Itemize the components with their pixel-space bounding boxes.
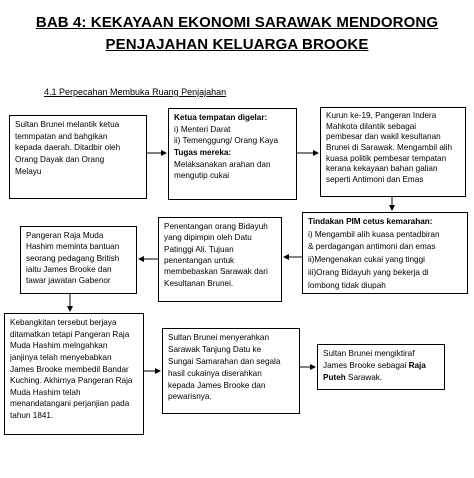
box-text: Muda Hashim melngahkan bbox=[10, 341, 108, 351]
box-text: tahun 1841. bbox=[10, 411, 54, 421]
box-text: lombong tidak diupah bbox=[308, 280, 386, 290]
box-text: janjinya telah menyebabkan bbox=[10, 352, 112, 362]
box-text: penentangan untuk bbox=[164, 255, 235, 265]
box-text: Kebangkitan tersebut berjaya bbox=[10, 318, 117, 327]
box-text: mengutip cukai bbox=[174, 171, 230, 181]
box-text: seorang pedagang British bbox=[26, 253, 120, 263]
box-text: Sarawak Tanjung Datu ke bbox=[168, 344, 262, 354]
box-text-bold: Puteh bbox=[323, 372, 346, 382]
box-text: Sultan Brunei melantik ketua bbox=[15, 120, 120, 129]
box-text: tawar jawatan Gabenor bbox=[26, 276, 111, 286]
page-subtitle: PENJAJAHAN KELUARGA BROOKE bbox=[105, 36, 369, 53]
box-text: Brunei di Sarawak. Mengambil alih bbox=[326, 142, 453, 152]
box-text: & perdagangan antimoni dan emas bbox=[308, 242, 436, 252]
box-text: pewarisnya. bbox=[168, 392, 212, 402]
box-text: menandatangani perjanjian pada bbox=[10, 399, 130, 409]
box-heading: Ketua tempatan digelar: bbox=[174, 113, 268, 122]
box-heading: Tindakan PIM cetus kemarahan: bbox=[308, 217, 433, 226]
box-text: Mahkota dilantik sebagai bbox=[326, 121, 417, 131]
box-text: i) Menteri Darat bbox=[174, 124, 231, 134]
box-text: Muda Hashim telah bbox=[10, 387, 81, 397]
box-text: ii) Temenggung/ Orang Kaya bbox=[174, 136, 279, 146]
box-text-normal: James Brooke sebagai bbox=[323, 360, 409, 370]
box-text: ii)Mengenakan cukai yang tinggi bbox=[308, 255, 425, 265]
box-text: Pangeran Raja Muda bbox=[26, 231, 104, 240]
box-text: hasil cukainya diserahkan bbox=[168, 368, 262, 378]
box-text: iii)Orang Bidayuh yang bekerja di bbox=[308, 267, 429, 277]
box-text: seperti Antimoni dan Emas bbox=[326, 174, 424, 184]
box-text-bold: Raja bbox=[408, 360, 426, 370]
section-heading: 4.1 Perpecahan Membuka Ruang Penjajahan bbox=[44, 87, 227, 97]
box-text: kepada daerah. Ditadbir oleh bbox=[15, 143, 121, 153]
box-text: temmpatan and bahgikan bbox=[15, 131, 108, 141]
box-text: membebaskan Sarawak dari bbox=[164, 267, 268, 277]
box-text: Kuching. Akhirnya Pangeran Raja bbox=[10, 376, 133, 386]
box-text: Kesultanan Brunei. bbox=[164, 278, 234, 288]
box-text: Hashim meminta bantuan bbox=[26, 242, 120, 252]
box-text: kerana kekayaan bahan galian bbox=[326, 164, 438, 174]
box-text: kepada James Brooke dan bbox=[168, 380, 266, 390]
box-text: Melayu bbox=[15, 166, 42, 176]
box-text: iaitu James Brooke dan bbox=[26, 264, 112, 274]
box-text: Sungai Samarahan dan segala bbox=[168, 356, 281, 366]
box-text: Penentangan orang Bidayuh bbox=[164, 222, 268, 231]
box-text: yang dipimpin oleh Datu bbox=[164, 233, 252, 243]
box-text: Kurun ke-19, Pangeran Indera bbox=[326, 111, 437, 120]
box-heading: Tugas mereka: bbox=[174, 147, 232, 157]
box-text: James Brooke membedil Bandar bbox=[10, 364, 129, 374]
box-text: pembesar dan wakil kesultanan bbox=[326, 132, 441, 142]
box-text: ditamatkan tetapi Pangeran Raja bbox=[10, 329, 130, 339]
box-text: Sultan Brunei menyerahkan bbox=[168, 333, 270, 342]
box-text: Sultan Brunei mengiktiraf bbox=[323, 349, 415, 358]
box-text: i) Mengambil alih kuasa pentadbiran bbox=[308, 229, 440, 239]
box-text-normal: Sarawak. bbox=[345, 372, 383, 382]
box-text: Patinggi Ali. Tujuan bbox=[164, 244, 234, 254]
box-text: kuasa politik pembesar tempatan bbox=[326, 153, 447, 163]
box-text: Orang Dayak dan Orang bbox=[15, 154, 105, 164]
page-title: BAB 4: KEKAYAAN EKONOMI SARAWAK MENDORONG bbox=[35, 14, 439, 31]
box-text: Melaksanakan arahan dan bbox=[174, 159, 271, 169]
